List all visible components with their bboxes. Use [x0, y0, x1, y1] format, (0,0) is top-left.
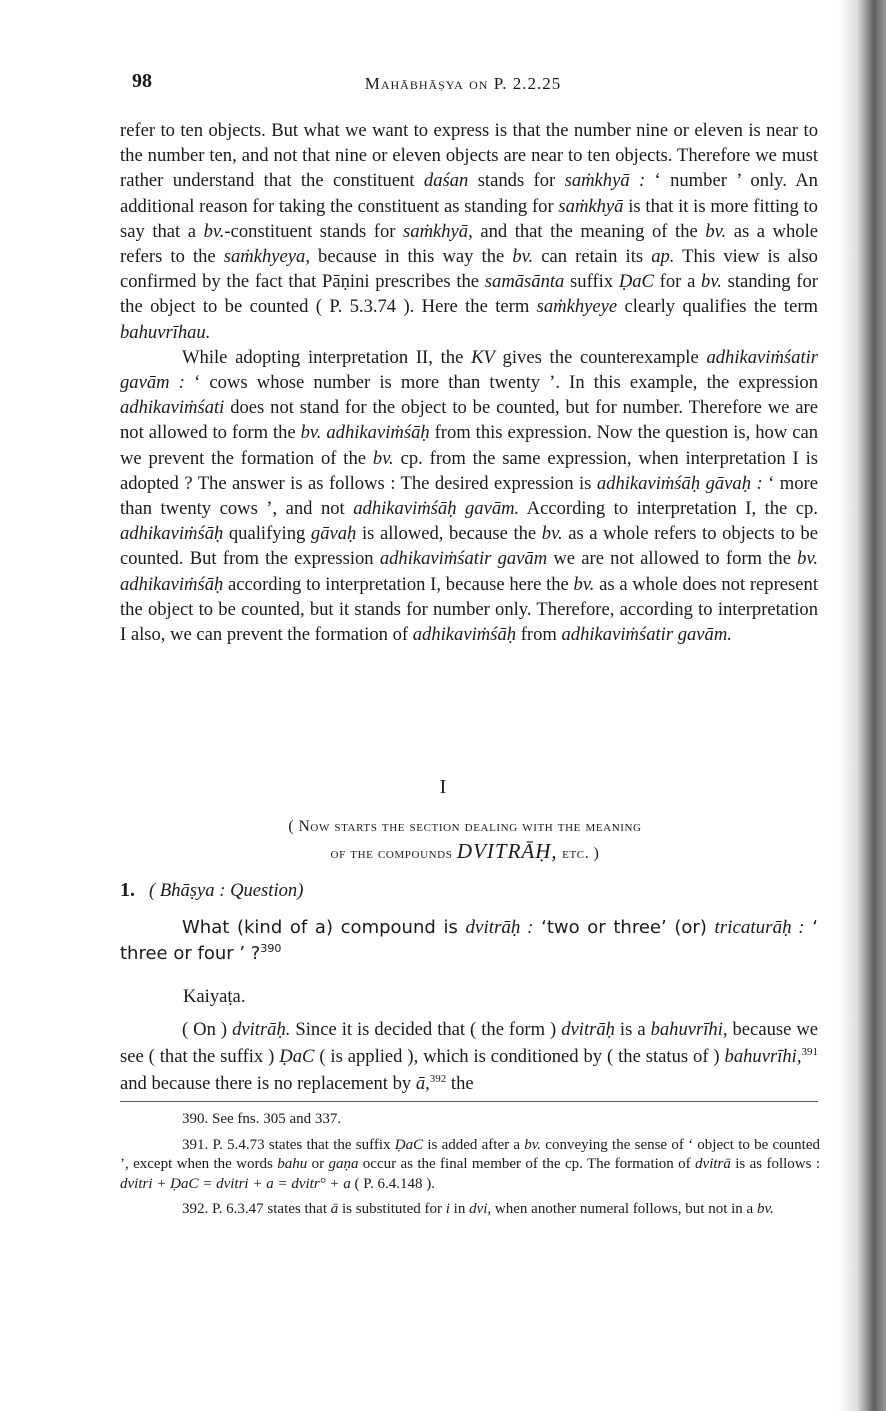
footnote-ref-391: 391 — [801, 1045, 818, 1058]
section-heading-line-1: ( Now starts the section dealing with the meaning — [288, 818, 642, 835]
page-number: 98 — [132, 70, 152, 92]
footnote-ref-392: 392 — [429, 1072, 447, 1085]
kaiyata-label: Kaiyaṭa. — [183, 986, 246, 1007]
question-paragraph: What (kind of a) compound is dvitrāḥ : ‘two or three’ (or) tricaturāḥ : ‘ three or four ’ ?$^{390}$ — [120, 917, 819, 964]
running-head-title: Mahābhāṣya on — [364, 74, 489, 93]
paragraph-2: While adopting interpretation II, the KV gives the counterexample adhikaviṁśatir gavām : ‘ cows whose number is more than twenty ’. In this example, the expression adhikaviṁśati does not stand for the object to be counted, but for number. Therefore we are not allowed to form the bv. adhikaviṁśāḥ from this expression. Now the question is, how can we prevent the formation of the bv. cp. from the same expression, when interpretation I is adopted ? The answer is as follows : The desired expression is adhikaviṁśāḥ gāvaḥ : ‘ more than twenty cows ’, and not adhikaviṁśāḥ gavām. According to interpretation I, the cp. adhikaviṁśāḥ qualifying gāvaḥ is allowed, because the bv. as a whole refers to objects to be counted. But from the expression adhikaviṁśatir gavām we are not allowed to form the bv. adhikaviṁśāḥ according to interpretation I, because here the bv. as a whole does not represent the object to be counted, but it stands for number only. Therefore, according to interpretation I also, we can prevent the formation of adhikaviṁśāḥ from adhikaviṁśatir gavām. — [120, 346, 819, 646]
section-heading — [200, 814, 730, 866]
footnotes — [120, 1110, 820, 1226]
item-number: 1. — [120, 879, 135, 901]
running-head-ref: P. 2.2.25 — [493, 74, 562, 93]
section-numeral: I — [439, 776, 447, 798]
kaiyata-paragraph: ( On ) dvitrāḥ. Since it is decided that ( the form ) dvitrāḥ is a bahuvrīhi, because we see ( that the suffix ) ḌaC ( is applied ), which is conditioned by ( the status of ) bahuvrīhi,$^{391}$ and because there is no replacement by ā,$^{392}$ the — [120, 1019, 819, 1094]
footnote-392: 392. P. 6.3.47 states that ā is substituted for i in dvi, when another numeral follows, but not in a bv. — [182, 1201, 774, 1217]
item-label: ( Bhāṣya : Question) — [149, 880, 304, 901]
footnote-391: 391. P. 5.4.73 states that the suffix ḌaC is added after a bv. conveying the sense of ‘ object to be counted ’, except when the words bahu or gaṇa occur as the final member of the cp. The formation of dvitrā is as follows : dvitri + ḌaC = dvitri + a = dvitr° + a ( P. 6.4.148 ). — [120, 1136, 821, 1192]
running-head — [0, 74, 886, 94]
footnote-ref-390: 390 — [260, 942, 282, 955]
footnote-390: 390. See fns. 305 and 337. — [182, 1111, 342, 1127]
main-text — [120, 118, 818, 647]
footnote-divider — [120, 1101, 818, 1102]
item-heading — [120, 879, 303, 902]
paragraph-1: refer to ten objects. But what we want to express is that the number nine or eleven is near to the number ten, and not that nine or eleven objects are near to ten objects. Therefore we must rather understand that the constituent daśan stands for saṁkhyā : ‘ number ’ only. An additional reason for taking the constituent as standing for saṁkhyā is that it is more fitting to say that a bv.-constituent stands for saṁkhyā, and that the meaning of the bv. as a whole refers to the saṁkhyeya, because in this way the bv. can retain its ap. This view is also confirmed by the fact that Pāṇini prescribes the samāsānta suffix ḌaC for a bv. standing for the object to be counted ( P. 5.3.74 ). Here the term saṁkhyeye clearly qualifies the term bahuvrīhau. — [120, 120, 818, 343]
section-heading-line-2: of the compounds DVITRĀḤ, etc. ) — [330, 839, 600, 863]
page-edge-shadow — [838, 0, 886, 1411]
